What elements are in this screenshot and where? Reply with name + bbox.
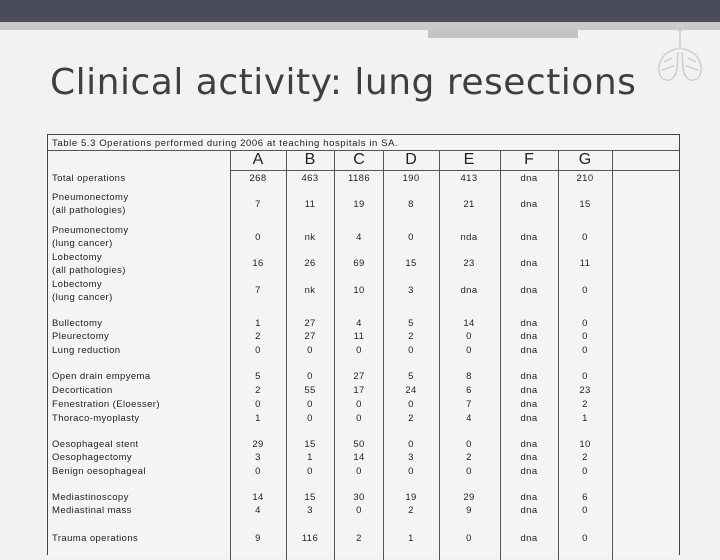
cell-value: 3 — [408, 285, 414, 296]
cell-value: dna dna dna — [520, 318, 538, 356]
cell-value: 1186 — [347, 173, 371, 184]
cell-value: 0 — [466, 533, 472, 544]
cell-value: 26 — [304, 258, 316, 269]
column-divider — [230, 150, 231, 560]
cell-value: 7 — [255, 285, 261, 296]
header-stripe — [0, 22, 720, 30]
cell-value: 5 2 0 1 — [255, 371, 261, 424]
row-label: Lobectomy (lung cancer) — [52, 279, 113, 304]
cell-value: dna — [460, 285, 478, 296]
row-label: Oesophageal stent Oesophagectomy Benign oesophageal — [52, 439, 146, 477]
cell-value: 463 — [301, 173, 319, 184]
cell-value: nk — [304, 285, 316, 296]
row-label: Mediastinoscopy Mediastinal mass — [52, 492, 132, 517]
row-label: Total operations — [52, 173, 126, 184]
cell-value: 69 — [353, 258, 365, 269]
cell-value: dna — [520, 533, 538, 544]
cell-value: 14 4 — [252, 492, 264, 517]
column-divider — [612, 150, 613, 560]
cell-value: dna dna — [520, 492, 538, 517]
cell-value: 0 — [582, 285, 588, 296]
cell-value: 27 27 0 — [304, 318, 316, 356]
cell-value: dna — [520, 285, 538, 296]
cell-value: 10 — [353, 285, 365, 296]
cell-value: 0 2 0 — [466, 439, 472, 477]
cell-value: 15 3 — [304, 492, 316, 517]
cell-value: 7 — [255, 199, 261, 210]
cell-value: 116 — [301, 533, 319, 544]
header-accent — [428, 30, 578, 38]
column-header: E — [463, 151, 475, 168]
cell-value: 0 — [255, 232, 261, 243]
cell-value: 50 14 0 — [353, 439, 365, 477]
cell-value: 19 2 — [405, 492, 417, 517]
column-divider — [439, 150, 440, 560]
row-label: Bullectomy Pleurectomy Lung reduction — [52, 318, 121, 356]
cell-value: 5 24 0 2 — [405, 371, 417, 424]
cell-value: 0 — [582, 232, 588, 243]
row-label: Trauma operations — [52, 533, 139, 544]
cell-value: 268 — [249, 173, 267, 184]
cell-value: 30 0 — [353, 492, 365, 517]
column-header: B — [304, 151, 316, 168]
cell-value: 15 — [405, 258, 417, 269]
row-label: Pneumonectomy (lung cancer) — [52, 225, 129, 250]
cell-value: 23 — [463, 258, 475, 269]
cell-value: nk — [304, 232, 316, 243]
column-header: C — [353, 151, 365, 168]
cell-value: 1 — [408, 533, 414, 544]
cell-value: 2 — [356, 533, 362, 544]
cell-value: 0 — [408, 232, 414, 243]
cell-value: 190 — [402, 173, 420, 184]
table-caption: Table 5.3 Operations performed during 2006 at teaching hospitals in SA. — [52, 138, 399, 149]
column-divider — [500, 150, 501, 560]
cell-value: dna — [520, 258, 538, 269]
column-header: G — [578, 151, 592, 168]
cell-value: 21 — [463, 199, 475, 210]
cell-value: 10 2 0 — [579, 439, 591, 477]
cell-value: 8 — [408, 199, 414, 210]
cell-value: 0 0 0 — [582, 318, 588, 356]
column-header: F — [524, 151, 534, 168]
row-label: Lobectomy (all pathologies) — [52, 252, 126, 277]
cell-value: nda — [460, 232, 478, 243]
cell-value: 0 — [582, 533, 588, 544]
cell-value: 0 23 2 1 — [579, 371, 591, 424]
cell-value: 29 3 0 — [252, 439, 264, 477]
cell-value: 11 — [579, 258, 591, 269]
operations-table — [47, 134, 680, 555]
cell-value: 4 — [356, 232, 362, 243]
cell-value: 14 0 0 — [463, 318, 475, 356]
cell-value: 11 — [304, 199, 316, 210]
cell-value: 29 9 — [463, 492, 475, 517]
row-label: Open drain empyema Decortication Fenestration (Eloesser) Thoraco-myoplasty — [52, 371, 160, 424]
cell-value: dna — [520, 199, 538, 210]
header-band — [0, 0, 720, 22]
cell-value: 15 — [579, 199, 591, 210]
column-header: A — [252, 151, 264, 168]
cell-value: 5 2 0 — [408, 318, 414, 356]
cell-value: dna dna dna dna — [520, 371, 538, 424]
cell-value: 15 1 0 — [304, 439, 316, 477]
row-label: Pneumonectomy (all pathologies) — [52, 192, 129, 217]
column-header: D — [405, 151, 417, 168]
cell-value: 16 — [252, 258, 264, 269]
cell-value: 0 55 0 0 — [304, 371, 316, 424]
cell-value: 6 0 — [582, 492, 588, 517]
cell-value: 9 — [255, 533, 261, 544]
cell-value: 1 2 0 — [255, 318, 261, 356]
cell-value: 4 11 0 — [353, 318, 365, 356]
cell-value: 0 3 0 — [408, 439, 414, 477]
cell-value: 8 6 7 4 — [466, 371, 472, 424]
cell-value: dna — [520, 173, 538, 184]
cell-value: dna dna dna — [520, 439, 538, 477]
lungs-logo-icon — [650, 22, 710, 88]
cell-value: 19 — [353, 199, 365, 210]
slide-title: Clinical activity: lung resections — [50, 62, 637, 103]
cell-value: 210 — [576, 173, 594, 184]
column-divider — [558, 150, 559, 560]
cell-value: 413 — [460, 173, 478, 184]
cell-value: dna — [520, 232, 538, 243]
cell-value: 27 17 0 0 — [353, 371, 365, 424]
